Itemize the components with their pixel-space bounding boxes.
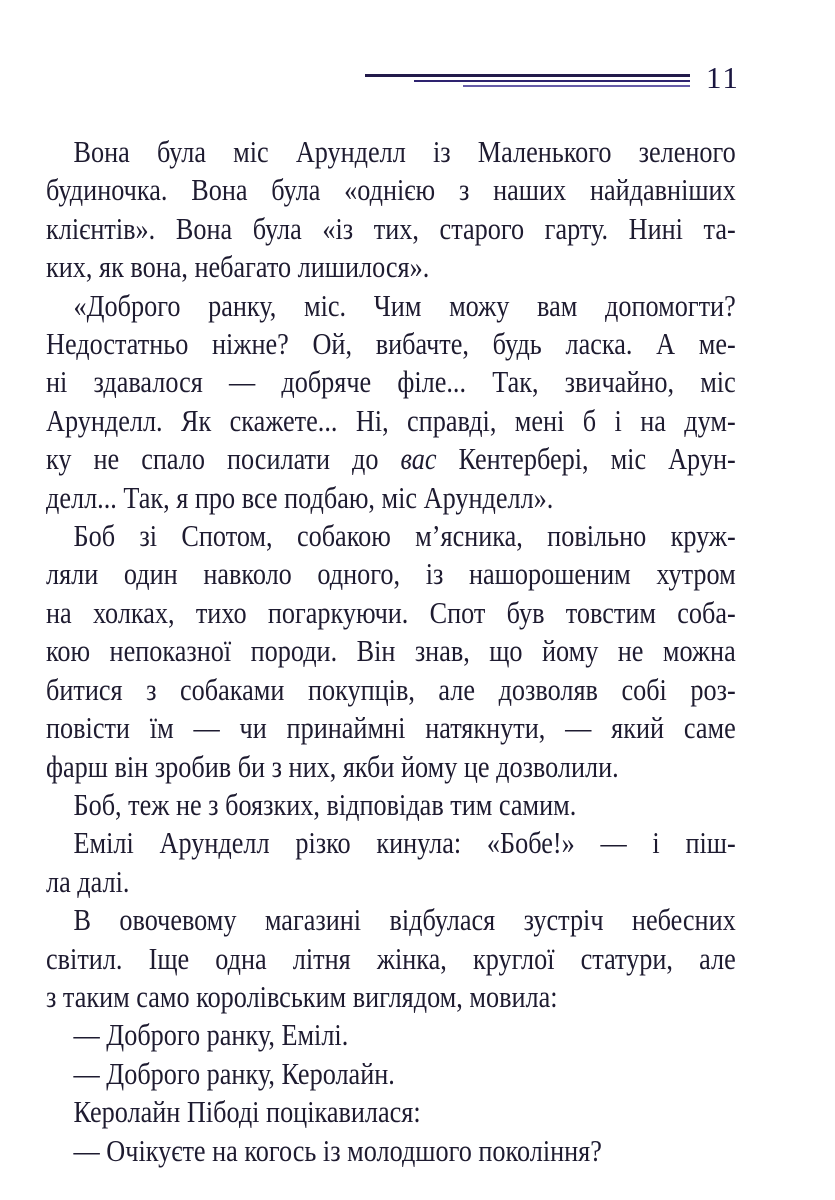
text-run: ку не спало посилати до	[46, 442, 401, 477]
text-line: Арунделл. Як скажете... Ні, справді, мені б і на дум-	[46, 403, 736, 438]
text-line: ні здавалося — добряче філе... Так, звичайно, міс	[46, 365, 736, 400]
text-line: В овочевому магазині відбулася зустріч небесних	[73, 903, 736, 938]
page-number: 11	[706, 60, 740, 95]
dialogue-line-2	[46, 1055, 736, 1093]
text-line: Емілі Арунделл різко кинула: «Бобе!» — і піш-	[73, 826, 736, 861]
paragraph-1	[46, 133, 736, 287]
running-header	[0, 0, 835, 120]
narration-line	[46, 1093, 736, 1131]
paragraph-3	[46, 517, 736, 786]
text-line: ляли один навколо одного, із нашорошеним хутром	[46, 557, 736, 592]
text-line: битися з собаками покупців, але дозволяв собі роз-	[46, 672, 736, 707]
text-line: на холках, тихо погаркуючи. Спот був товстим соба-	[46, 595, 736, 630]
text-line: фарш він зробив би з них, якби йому це дозволили.	[46, 749, 619, 784]
paragraph-4	[46, 786, 736, 824]
text-run: Кентербері, міс Арун-	[436, 442, 736, 477]
text-line: Боб, теж не з боязких, відповідав тим самим.	[73, 787, 577, 822]
text-line: ких, як вона, небагато лишилося».	[46, 250, 430, 285]
text-line: Вона була міс Арунделл із Маленького зеленого	[73, 135, 736, 169]
text-line: світил. Іще одна літня жінка, круглої статури, але	[46, 941, 736, 976]
dialogue-line-3	[46, 1132, 736, 1170]
paragraph-5	[46, 824, 736, 901]
body-text	[46, 133, 736, 1170]
text-line: — Очікуєте на когось із молодшого покоління?	[73, 1133, 602, 1168]
text-line: Недостатньо ніжне? Ой, вибачте, будь ласка. А ме-	[46, 327, 736, 362]
text-line: клієнтів». Вона була «із тих, старого гарту. Нині та-	[46, 211, 736, 246]
text-line: — Доброго ранку, Емілі.	[73, 1018, 349, 1053]
paragraph-6	[46, 901, 736, 1016]
text-line: повісти їм — чи принаймні натякнути, — який саме	[46, 711, 736, 746]
text-line: кою непоказної породи. Він знав, що йому не можна	[46, 634, 736, 669]
paragraph-2	[46, 287, 736, 517]
text-line: «Доброго ранку, міс. Чим можу вам допомогти?	[73, 288, 736, 323]
header-rule-top	[365, 74, 690, 77]
text-line: — Доброго ранку, Керолайн.	[73, 1056, 395, 1091]
text-line: Керолайн Пібоді поцікавилася:	[73, 1095, 421, 1130]
text-line: будиночка. Вона була «однією з наших найдавніших	[46, 173, 736, 208]
text-line: Боб зі Спотом, собакою м’ясника, повільно круж-	[73, 519, 736, 554]
italic-emphasis: вас	[400, 442, 437, 477]
text-line: ла далі.	[46, 864, 130, 899]
text-line: з таким само королівським виглядом, мовила:	[46, 979, 558, 1014]
header-rule-bottom	[463, 85, 690, 87]
dialogue-line-1	[46, 1016, 736, 1054]
text-line: делл... Так, я про все подбаю, міс Арунделл».	[46, 480, 554, 515]
text-line-with-italic	[46, 440, 736, 478]
header-rule-middle	[414, 80, 690, 82]
